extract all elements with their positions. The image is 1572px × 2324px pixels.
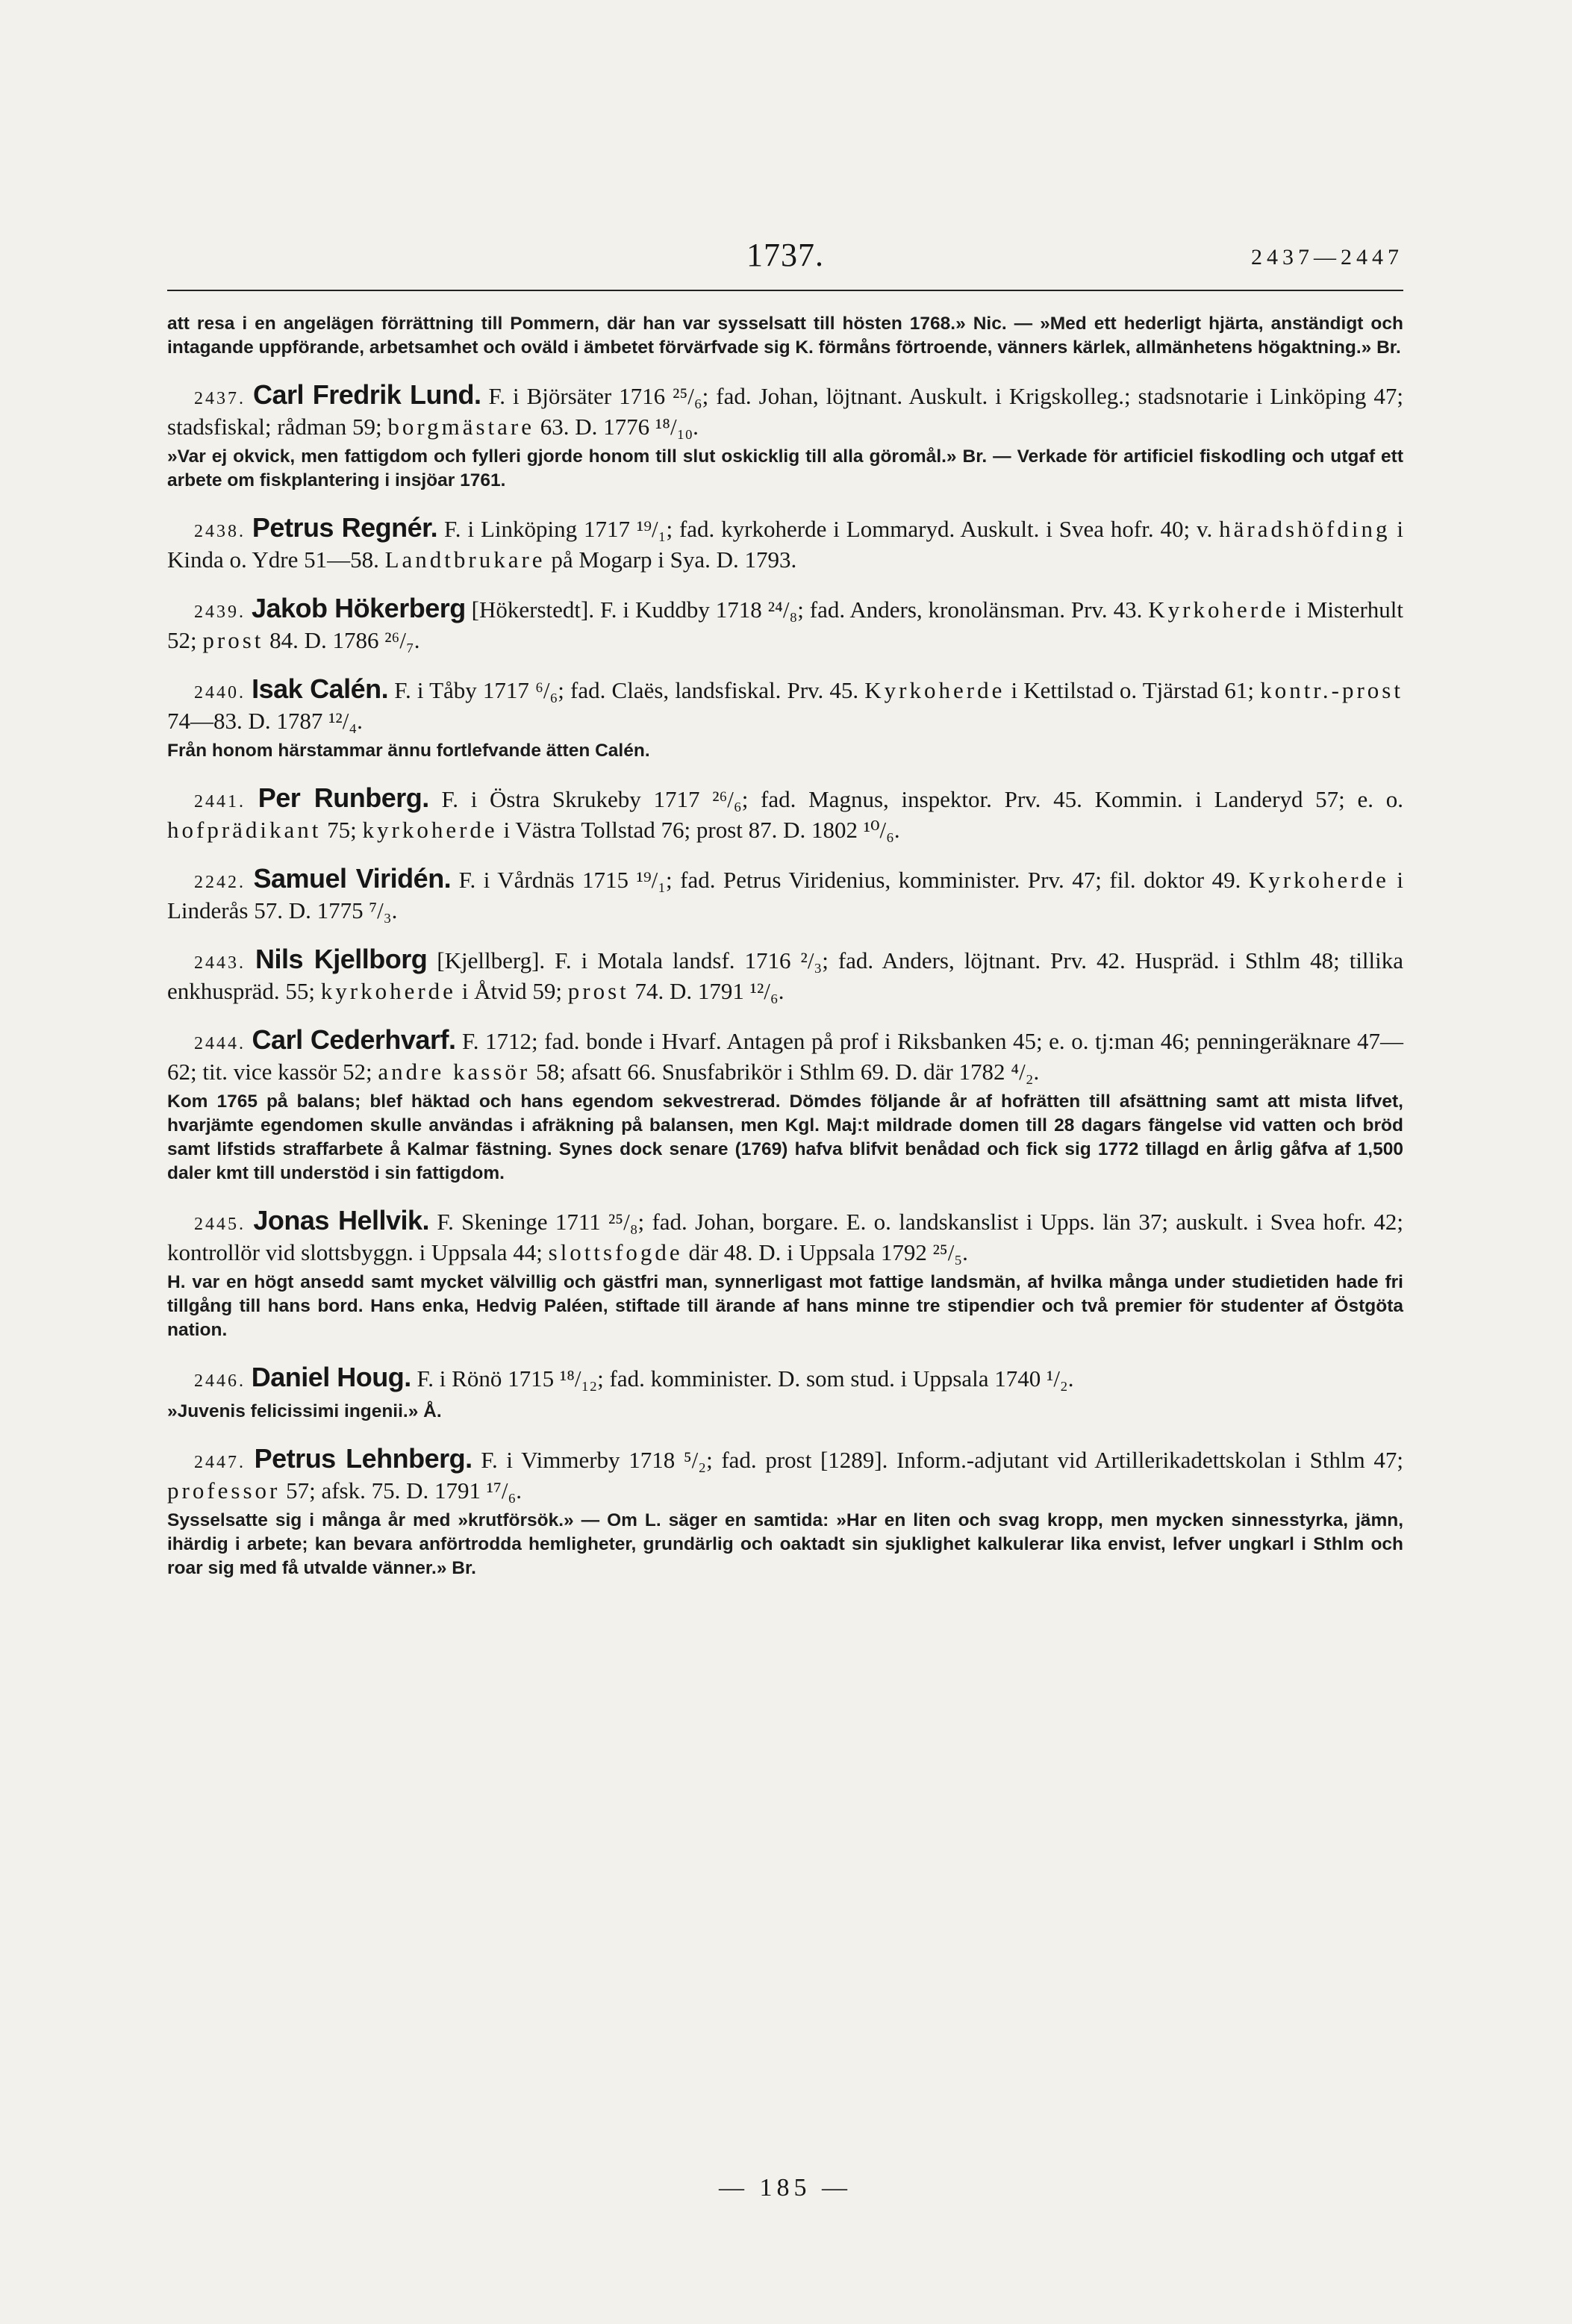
document-page <box>167 237 1404 2202</box>
entry-2446 <box>167 1363 1403 1395</box>
entry-2444 <box>167 1026 1403 1085</box>
entry-title: hofprädikant <box>167 817 322 843</box>
entry-title: Landtbrukare <box>384 546 546 573</box>
entry-number: 2437. <box>194 389 246 408</box>
entry-text: F. 1712; fad. bonde i Hvarf. Antagen på prof i Riksbanken 45; e. o. tj:man 46; penningeräknare 47—62; tit. vice kassör 52; <box>167 1028 1404 1085</box>
entry-title: kyrkoherde <box>362 817 498 843</box>
entry-text: i Kettilstad o. Tjärstad 61; <box>1005 677 1261 703</box>
entry-text: 74—83. D. 1787 ¹²/₄. <box>167 708 363 734</box>
page-header <box>167 237 1403 291</box>
entry-text: F. i Tåby 1717 ⁶/₆; fad. Claës, landsfiskal. Prv. 45. <box>388 677 865 703</box>
entry-number: 2447. <box>194 1453 246 1472</box>
entry-title: professor <box>167 1477 281 1504</box>
entry-2437 <box>167 381 1403 440</box>
entry-number: 2443. <box>194 953 246 973</box>
entry-2439 <box>167 594 1403 654</box>
page-number: — 185 — <box>719 2174 852 2202</box>
person-name: Daniel Houg. <box>251 1362 411 1392</box>
person-name: Nils Kjellborg <box>255 944 428 974</box>
entry-text: där 48. D. i Uppsala 1792 ²⁵/₅. <box>682 1239 968 1265</box>
entry-title: prost <box>202 627 264 653</box>
entry-note: H. var en högt ansedd samt mycket välvillig och gästfri man, synnerligast mot fattige landsmän, af hvilka många under studietiden hade fri tillgång till hans bord. Hans enka, Hedvig Paléen, stiftade till ärande af hans minne tre stipendier och två premier för studenter af Östgöta nation. <box>167 1272 1403 1340</box>
entry-title: slottsfogde <box>548 1239 683 1265</box>
entry-2441 <box>167 784 1403 844</box>
entry-2445 <box>167 1206 1403 1266</box>
person-name: Jakob Hökerberg <box>251 593 466 623</box>
intro-note: att resa i en angelägen förrättning till Pommern, där han var sysselsatt till hösten 1768.» Nic. — »Med ett hederligt hjärta, anständigt och intagande uppförande, arbetsamhet och oväld i ämbetet förvärfvade sig K. förmåns förtroende, vänners kärlek, allmänhetens högaktning.» Br. <box>167 314 1403 358</box>
entry-text: F. i Linköping 1717 ¹⁹/₁; fad. kyrkoherde i Lommaryd. Auskult. i Svea hofr. 40; v. <box>437 516 1220 542</box>
page-body <box>167 312 1403 1580</box>
entry-number: 2446. <box>194 1371 246 1391</box>
entry-note: »Var ej okvick, men fattigdom och fylleri gjorde honom till slut oskicklig till alla göromål.» Br. — Verkade för artificiel fiskodling och utgaf ett arbete om fiskplantering i insjöar 1761. <box>167 446 1403 490</box>
entry-range: 2437—2447 <box>1251 245 1403 270</box>
entry-text: 57; afsk. 75. D. 1791 ¹⁷/₆. <box>280 1477 523 1504</box>
person-name: Samuel Viridén. <box>253 863 452 894</box>
entry-text: i Kinda o. Ydre 51—58. <box>167 516 1404 573</box>
entry-number: 2445. <box>194 1215 246 1234</box>
entry-text: på Mogarp i Sya. D. 1793. <box>545 546 797 573</box>
entry-2440 <box>167 675 1403 735</box>
entry-note: Sysselsatte sig i många år med »krutförsök.» — Om L. säger en samtida: »Har en liten och svag kropp, men mycken sinnesstyrka, jämn, ihärdig i arbete; kan bevara anförtrodda hemligheter, grundärlig och oaktadt sin sjuklighet kalkulerar lika envist, lefver ungkarl i Sthlm och roar sig med få utvalde vänner.» Br. <box>167 1510 1403 1578</box>
person-name: Jonas Hellvik. <box>253 1205 430 1236</box>
entry-title: Kyrkoherde <box>1248 867 1389 893</box>
entry-number: 2438. <box>194 522 246 541</box>
entry-2438 <box>167 514 1403 573</box>
entry-text: [Hökerstedt]. F. i Kuddby 1718 ²⁴/₈; fad. Anders, kronolänsman. Prv. 43. <box>465 596 1149 623</box>
entry-text: 74. D. 1791 ¹²/₆. <box>629 978 785 1004</box>
entry-number: 2444. <box>194 1034 246 1053</box>
entry-text: 75; <box>321 817 363 843</box>
person-name: Isak Calén. <box>252 673 389 704</box>
entry-title: häradshöfding <box>1219 516 1391 542</box>
entry-title: Kyrkoherde <box>864 677 1005 703</box>
entry-text: i Åtvid 59; <box>455 978 568 1004</box>
person-name: Petrus Regnér. <box>252 512 438 543</box>
person-name: Petrus Lehnberg. <box>254 1443 472 1474</box>
entry-number: 2242. <box>194 873 246 892</box>
entry-title: kontr.-prost <box>1260 677 1403 703</box>
entry-text: i Linderås 57. D. 1775 ⁷/₃. <box>167 867 1404 923</box>
entry-title: Kyrkoherde <box>1148 596 1289 623</box>
entry-2242 <box>167 865 1403 924</box>
entry-text: i Västra Tollstad 76; prost 87. D. 1802 ¹⁰/₆. <box>497 817 900 843</box>
entry-text: F. i Vimmerby 1718 ⁵/₂; fad. prost [1289]. Inform.-adjutant vid Artillerikadettskolan i Sthlm 47; <box>472 1447 1403 1473</box>
entry-title: prost <box>567 978 629 1004</box>
entry-text: i Misterhult 52; <box>167 596 1403 653</box>
person-name: Carl Cederhvarf. <box>252 1024 456 1055</box>
entry-text: F. i Rönö 1715 ¹⁸/₁₂; fad. komminister. D. som stud. i Uppsala 1740 ¹/₂. <box>411 1365 1074 1392</box>
entry-text: [Kjellberg]. F. i Motala landsf. 1716 ²/₃; fad. Anders, löjtnant. Prv. 42. Huspräd. i Sthlm 48; tillika enkhuspräd. 55; <box>167 947 1404 1004</box>
entry-text: F. Skeninge 1711 ²⁵/₈; fad. Johan, borgare. E. o. landskanslist i Upps. län 37; auskult. i Svea hofr. 42; kontrollör vid slottsbyggn. i Uppsala 44; <box>167 1209 1404 1265</box>
entry-title: kyrkoherde <box>320 978 456 1004</box>
entry-text: F. i Östra Skrukeby 1717 ²⁶/₆; fad. Magnus, inspektor. Prv. 45. Kommin. i Landeryd 57; e. o. <box>428 786 1403 812</box>
entry-text: F. i Vårdnäs 1715 ¹⁹/₁; fad. Petrus Viridenius, komminister. Prv. 47; fil. doktor 49. <box>451 867 1249 893</box>
entry-text: 58; afsatt 66. Snusfabrikör i Sthlm 69. D. där 1782 ⁴/₂. <box>530 1059 1040 1085</box>
entry-title: borgmästare <box>387 414 534 440</box>
entry-note: Från honom härstammar ännu fortlefvande ätten Calén. <box>167 741 650 761</box>
entry-title: andre kassör <box>378 1059 531 1085</box>
entry-2447 <box>167 1445 1403 1504</box>
person-name: Per Runberg. <box>258 782 429 813</box>
person-name: Carl Fredrik Lund. <box>252 379 481 410</box>
page-year: 1737. <box>746 237 824 273</box>
entry-number: 2441. <box>194 792 246 811</box>
entry-text: 84. D. 1786 ²⁶/₇. <box>263 627 420 653</box>
entry-text: 63. D. 1776 ¹⁸/₁₀. <box>534 414 699 440</box>
entry-2443 <box>167 945 1403 1005</box>
entry-number: 2440. <box>194 683 246 703</box>
entry-note: Kom 1765 på balans; blef häktad och hans egendom sekvestrerad. Dömdes följande år af hofrätten till afsättning samt att mista lifvet, hvarjämte egendomen skulle användas i afräkning på balansen, men Kgl. Maj:t mildrade domen till 28 dagars fängelse vid vatten och bröd samt lifstids straffarbete å Kalmar fästning. Synes dock senare (1769) hafva blifvit benådad och fick sig 1772 tillagd en årlig gåfva af 1,500 daler kmt till understöd i sin fattigdom. <box>167 1091 1403 1183</box>
entry-note: »Juvenis felicissimi ingenii.» Å. <box>167 1401 442 1421</box>
entry-text: F. i Björsäter 1716 ²⁵/₆; fad. Johan, löjtnant. Auskult. i Krigskolleg.; stadsnotarie i Linköping 47; stadsfiskal; rådman 59; <box>167 383 1403 440</box>
entry-number: 2439. <box>194 602 246 622</box>
